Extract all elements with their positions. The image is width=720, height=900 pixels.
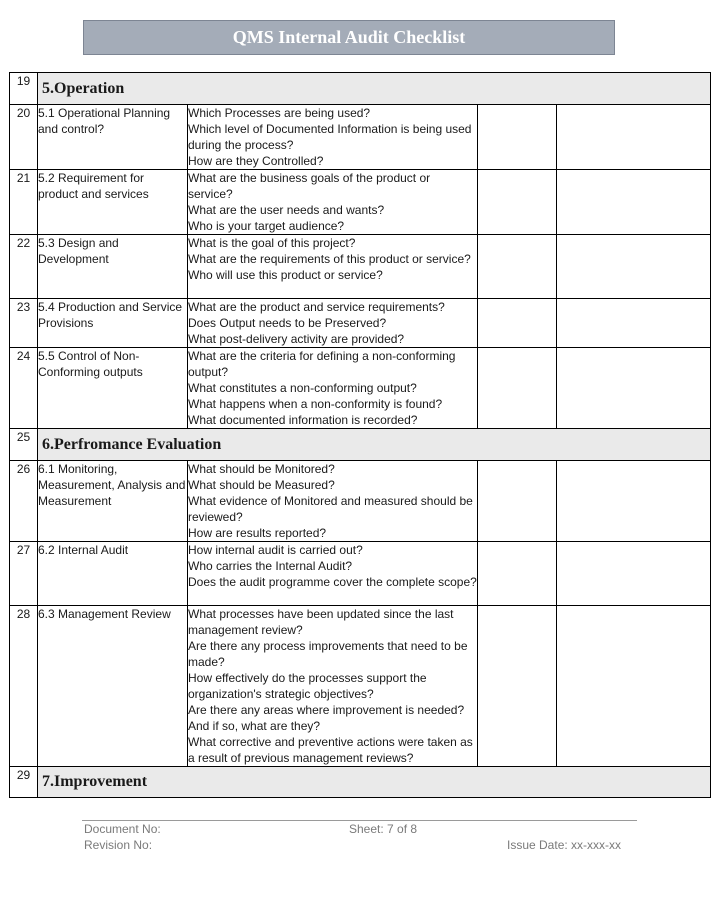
question: What documented information is recorded?	[188, 413, 418, 427]
audit-questions	[188, 461, 478, 542]
table-row	[10, 235, 711, 299]
row-number: 22	[10, 235, 38, 299]
row-number: 20	[10, 105, 38, 170]
question: What post-delivery activity are provided?	[188, 332, 405, 346]
remarks-cell[interactable]	[557, 299, 711, 348]
question: Who is your target audience?	[188, 219, 345, 233]
clause-topic: 6.3 Management Review	[38, 606, 188, 767]
question: What are the product and service requirements?	[188, 300, 445, 314]
question: What are the business goals of the product or service?	[188, 171, 431, 201]
table-row	[10, 461, 711, 542]
table-row	[10, 606, 711, 767]
sheet-number: Sheet: 7 of 8	[349, 822, 418, 836]
table-row	[10, 299, 711, 348]
remarks-cell[interactable]	[557, 105, 711, 170]
finding-cell[interactable]	[478, 348, 557, 429]
finding-cell[interactable]	[478, 606, 557, 767]
audit-questions	[188, 105, 478, 170]
question: What are the user needs and wants?	[188, 203, 385, 217]
row-number: 24	[10, 348, 38, 429]
section-heading: 5.Operation	[38, 73, 711, 105]
finding-cell[interactable]	[478, 461, 557, 542]
question: Which Processes are being used?	[188, 106, 371, 120]
question: What are the criteria for defining a non-conforming output?	[188, 349, 456, 379]
revision-number-label: Revision No:	[84, 838, 153, 852]
question: What corrective and preventive actions were taken as a result of previous management reviews?	[188, 735, 473, 765]
clause-topic: 5.4 Production and Service Provisions	[38, 299, 188, 348]
question: Does the audit programme cover the complete scope?	[188, 575, 477, 589]
question: What are the requirements of this product or service?	[188, 252, 471, 266]
document-number-label: Document No:	[84, 822, 161, 836]
row-number: 19	[10, 73, 38, 105]
finding-cell[interactable]	[478, 105, 557, 170]
question: How internal audit is carried out?	[188, 543, 363, 557]
question: Are there any process improvements that need to be made?	[188, 639, 468, 669]
question: Who will use this product or service?	[188, 268, 383, 282]
question: Are there any areas where improvement is needed? And if so, what are they?	[188, 703, 465, 733]
section-heading: 6.Perfromance Evaluation	[38, 429, 711, 461]
table-row	[10, 170, 711, 235]
question: Who carries the Internal Audit?	[188, 559, 353, 573]
question: What is the goal of this project?	[188, 236, 356, 250]
section-header-row	[10, 429, 711, 461]
question: What constitutes a non-conforming output?	[188, 381, 417, 395]
remarks-cell[interactable]	[557, 170, 711, 235]
table-row	[10, 105, 711, 170]
clause-topic: 5.3 Design and Development	[38, 235, 188, 299]
question: Does Output needs to be Preserved?	[188, 316, 387, 330]
clause-topic: 5.1 Operational Planning and control?	[38, 105, 188, 170]
remarks-cell[interactable]	[557, 542, 711, 606]
table-row	[10, 542, 711, 606]
finding-cell[interactable]	[478, 542, 557, 606]
audit-questions	[188, 299, 478, 348]
row-number: 25	[10, 429, 38, 461]
clause-topic: 5.5 Control of Non-Conforming outputs	[38, 348, 188, 429]
remarks-cell[interactable]	[557, 235, 711, 299]
question: How are results reported?	[188, 526, 327, 540]
question: How effectively do the processes support the organization's strategic objectives?	[188, 671, 427, 701]
audit-questions	[188, 606, 478, 767]
table-row	[10, 348, 711, 429]
row-number: 27	[10, 542, 38, 606]
section-heading: 7.Improvement	[38, 767, 711, 798]
audit-questions	[188, 235, 478, 299]
footer-divider	[82, 820, 637, 821]
finding-cell[interactable]	[478, 235, 557, 299]
question: What should be Monitored?	[188, 462, 335, 476]
document-title: QMS Internal Audit Checklist	[83, 20, 615, 55]
remarks-cell[interactable]	[557, 348, 711, 429]
remarks-cell[interactable]	[557, 461, 711, 542]
question: How are they Controlled?	[188, 154, 324, 168]
row-number: 23	[10, 299, 38, 348]
issue-date: Issue Date: xx-xxx-xx	[507, 838, 622, 852]
audit-questions	[188, 170, 478, 235]
finding-cell[interactable]	[478, 170, 557, 235]
clause-topic: 6.1 Monitoring, Measurement, Analysis and Measurement	[38, 461, 188, 542]
question: Which level of Documented Information is being used during the process?	[188, 122, 472, 152]
audit-checklist-table	[9, 72, 711, 798]
section-header-row	[10, 73, 711, 105]
remarks-cell[interactable]	[557, 606, 711, 767]
finding-cell[interactable]	[478, 299, 557, 348]
row-number: 21	[10, 170, 38, 235]
question: What should be Measured?	[188, 478, 335, 492]
audit-questions	[188, 348, 478, 429]
row-number: 28	[10, 606, 38, 767]
audit-questions	[188, 542, 478, 606]
clause-topic: 5.2 Requirement for product and services	[38, 170, 188, 235]
clause-topic: 6.2 Internal Audit	[38, 542, 188, 606]
question: What happens when a non-conformity is found?	[188, 397, 443, 411]
question: What processes have been updated since the last management review?	[188, 607, 454, 637]
row-number: 29	[10, 767, 38, 798]
question: What evidence of Monitored and measured should be reviewed?	[188, 494, 473, 524]
section-header-row	[10, 767, 711, 798]
row-number: 26	[10, 461, 38, 542]
